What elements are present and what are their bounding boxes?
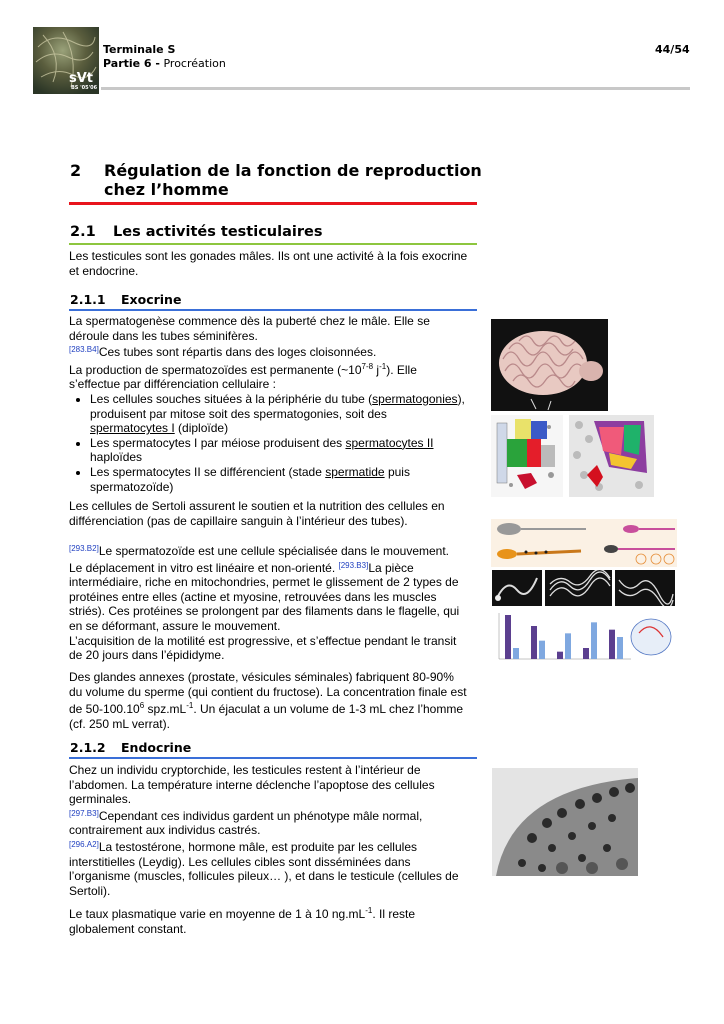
reference-tag: [293.B2] (69, 544, 99, 553)
section-2-1-title: Les activités testiculaires (113, 224, 323, 240)
paragraph-line (69, 904, 479, 922)
reference-tag: [283.B4] (69, 345, 99, 355)
text: . Un éjaculat a un volume de 1-3 mL chez l’homme (193, 702, 464, 717)
motility-bar-chart (491, 609, 677, 664)
text: La production de spermatozoïdes est permanente (~10 (69, 362, 362, 377)
header-part (103, 57, 226, 71)
text: Le déplacement in vitro est linéaire et non-orienté. (69, 560, 339, 575)
flagellum-photo (615, 570, 675, 606)
section-2-1-2-number: 2.1.2 (70, 740, 106, 755)
glands-text (69, 670, 479, 731)
paragraph-line (69, 360, 479, 378)
paragraph-line: striés). Ces protéines se prolongent par des filaments dans le flagelle, qui (69, 604, 460, 619)
text: spz.mL (144, 702, 187, 717)
paragraph-line: germinales. (69, 792, 132, 807)
chart-bar (583, 648, 589, 659)
section-2-title-line2: chez l’homme (104, 180, 229, 199)
section-2-1-2-rule (69, 757, 477, 759)
bars-group (505, 615, 623, 659)
bullet-list (69, 392, 479, 494)
paragraph-line: s’effectue par différenciation cellulaire : (69, 377, 277, 392)
text: Le spermatozoïde est une cellule spécialisée dans le mouvement. (98, 544, 450, 558)
text: de 50-100.10 (69, 702, 140, 717)
paragraph-line (69, 542, 479, 559)
testis-histology-photo (492, 768, 638, 876)
paragraph-line: Chez un individu cryptorchide, les testicules restent à l’intérieur de (69, 763, 421, 777)
text: ), (457, 391, 465, 406)
seminiferous-tubule-diagram (491, 415, 563, 497)
list-item (90, 392, 479, 436)
term: spermatogonies (372, 391, 458, 406)
chart-bar (539, 641, 545, 659)
spermatozoa-diagram (491, 519, 677, 567)
text: spermatozoïde) (90, 479, 174, 494)
paragraph-line: protéines entre elles (actine et myosine, retrouvées dans les muscles (69, 589, 437, 604)
logo-text: sVt (69, 71, 94, 86)
tubule-inset (631, 619, 671, 655)
text: Cependant ces individus gardent un phénotype mâle normal, (98, 808, 423, 823)
paragraph-line (69, 838, 479, 855)
section-2-1-intro (69, 249, 479, 278)
header-part-name: Procréation (163, 57, 226, 70)
section-2-title-line1: Régulation de la fonction de reproduction (104, 161, 482, 180)
text: Ces tubes sont répartis dans des loges cloisonnées. (98, 345, 377, 360)
logo-image (33, 27, 99, 94)
chart-bar (609, 630, 615, 659)
text: . Il reste (372, 907, 416, 921)
paragraph-line: globalement constant. (69, 921, 187, 936)
section-2-1-1-number: 2.1.1 (70, 292, 106, 307)
paragraph-line (69, 343, 479, 360)
superscript: 6 (139, 701, 145, 711)
paragraph-line: l’abdomen. La température interne déclenche l’apoptose des cellules (69, 777, 435, 792)
text: haploïdes (90, 450, 143, 465)
exocrine-text (69, 314, 479, 494)
paragraph-line: contrairement aux individus castrés. (69, 823, 261, 838)
text: Les cellules souches situées à la périphérie du tube ( (90, 391, 373, 406)
text: ). Elle (386, 362, 417, 377)
superscript: -1 (186, 701, 194, 711)
chart-bar (557, 652, 563, 659)
paragraph-line: l’organisme (muscles, follicules pileux… ), et dans le testicule (cellules de (69, 869, 459, 884)
text: La testostérone, hormone mâle, est produite par les cellules (98, 839, 417, 854)
page-number: 44/54 (655, 43, 690, 56)
paragraph-line (69, 699, 479, 717)
testis-photo (491, 319, 608, 411)
text: Les spermatocytes I par méiose produisent des (90, 435, 346, 450)
text: (diploïde) (174, 421, 229, 436)
text: produisent par mitose soit des spermatogonies, soit des (90, 406, 387, 421)
paragraph-line: de 20 jours dans l’épididyme. (69, 648, 225, 663)
flagellum-photo (545, 570, 612, 606)
chart-bar (513, 648, 519, 659)
chart-bar (591, 622, 597, 659)
chart-bar (505, 615, 511, 659)
paragraph-line: (cf. 250 mL verrat). (69, 716, 170, 731)
text: Les spermatocytes II se différencient (stade (90, 464, 326, 479)
superscript: -1 (379, 361, 387, 371)
reference-tag: [293.B3] (338, 560, 369, 570)
text: Le taux plasmatique varie en moyenne de 1 à 10 ng.mL (69, 907, 366, 921)
superscript: 7-8 (361, 361, 374, 371)
paragraph-line: différenciation (pas de capillaire sanguin à l’intérieur des tubes). (69, 513, 408, 528)
paragraph-line (69, 807, 479, 824)
section-2-1-2-title: Endocrine (121, 740, 192, 755)
section-2-1-1-title: Exocrine (121, 292, 182, 307)
paragraph-line: déroule dans les tubes séminifères. (69, 328, 258, 343)
logo-subtext: BS '05'06 (71, 85, 98, 91)
paragraph-line: du volume du sperme (qui contient du fructose). La concentration finale est (69, 684, 467, 699)
section-2-title (104, 161, 482, 199)
term: spermatide (325, 464, 385, 479)
tubule-section-diagram (569, 415, 654, 497)
paragraph-line: Sertoli). (69, 883, 111, 898)
motility-chart-svg (491, 609, 677, 664)
header-course: Terminale S (103, 43, 176, 56)
paragraph-line: en se déformant, assure le mouvement. (69, 618, 281, 633)
chart-bar (531, 626, 537, 659)
section-2-rule (69, 202, 477, 205)
text: La pièce (368, 560, 414, 575)
intro-line: et endocrine. (69, 263, 139, 278)
motility-text (69, 542, 479, 663)
list-item (90, 436, 479, 465)
paragraph-line: Des glandes annexes (prostate, vésicules séminales) fabriquent 80-90% (69, 670, 454, 684)
endocrine-text (69, 763, 479, 898)
list-item (90, 465, 479, 494)
reference-tag: [297.B3] (69, 808, 99, 818)
paragraph-line (69, 559, 479, 576)
term: spermatocytes II (345, 435, 434, 450)
plasma-text (69, 904, 479, 936)
section-2-1-rule (69, 243, 477, 245)
text: j (373, 362, 380, 377)
sertoli-text (69, 499, 479, 528)
paragraph-line: interstitielles (Leydig). Les cellules cibles sont disséminées dans (69, 854, 411, 869)
chart-bar (565, 633, 571, 659)
header-part-label: Partie 6 - (103, 57, 160, 70)
intro-line: Les testicules sont les gonades mâles. Ils ont une activité à la fois exocrine (69, 249, 468, 263)
section-2-1-number: 2.1 (70, 224, 96, 240)
reference-tag: [296.A2] (69, 839, 99, 849)
paragraph-line: L’acquisition de la motilité est progressive, et s’effectue pendant le transit (69, 633, 457, 648)
flagellum-photo (492, 570, 542, 606)
paragraph-line: intermédiaire, riche en mitochondries, permet le glissement de 2 types de (69, 575, 459, 590)
section-2-number: 2 (70, 161, 82, 180)
term: spermatocytes I (90, 421, 175, 436)
header-rule (101, 87, 690, 90)
text: puis (384, 464, 410, 479)
chart-bar (617, 637, 623, 659)
section-2-1-1-rule (69, 309, 477, 311)
paragraph-line: Les cellules de Sertoli assurent le soutien et la nutrition des cellules en (69, 499, 445, 513)
superscript: -1 (365, 906, 373, 915)
paragraph-line: La spermatogenèse commence dès la puberté chez le mâle. Elle se (69, 314, 430, 328)
